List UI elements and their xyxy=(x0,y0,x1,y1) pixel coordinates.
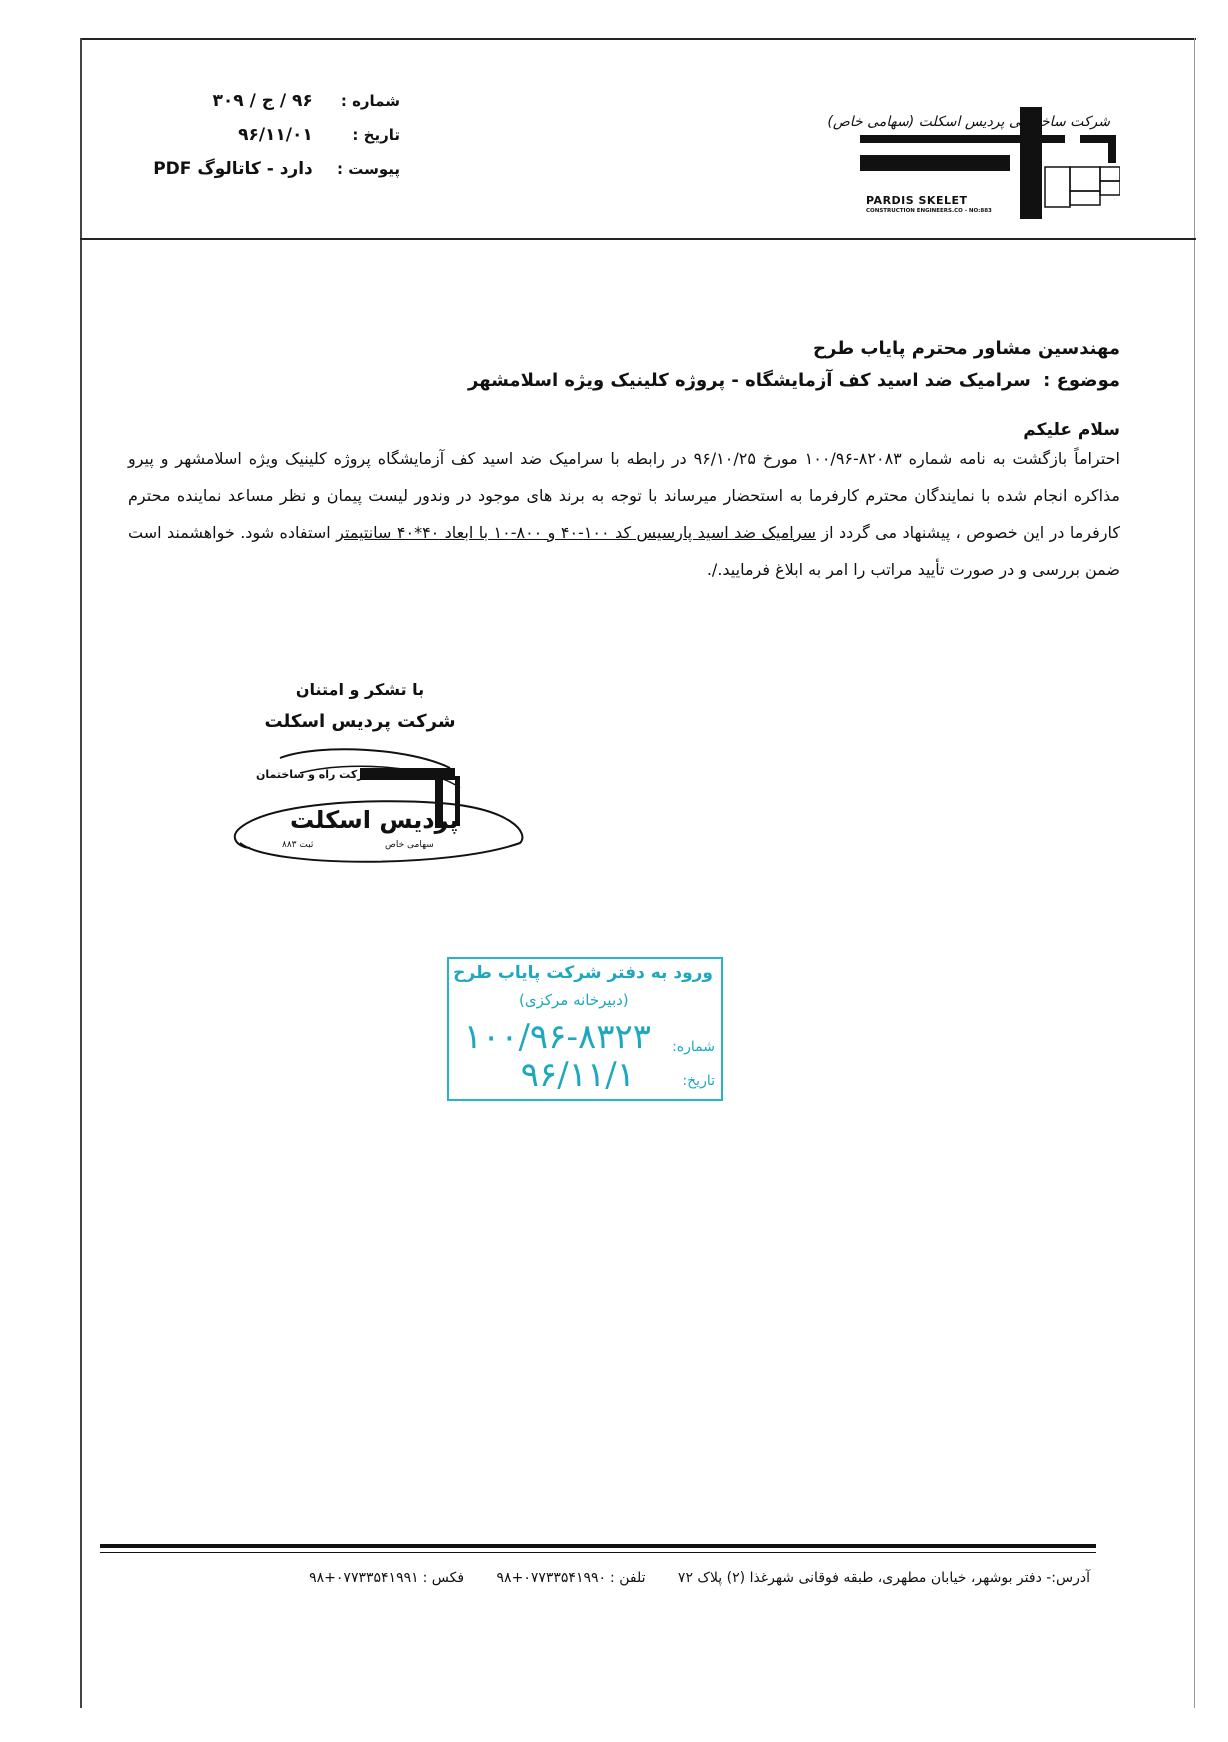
letter-addressee: مهندسین مشاور محترم پایاب طرح xyxy=(813,338,1120,359)
letter-attachment-value: دارد - کاتالوگ PDF xyxy=(153,159,313,179)
footer-rule-thin xyxy=(100,1552,1096,1553)
letter-date-row xyxy=(140,118,400,152)
letter-subject-text: سرامیک ضد اسید کف آزمایشگاه - پروژه کلینیک ویژه اسلامشهر xyxy=(468,370,1031,391)
letter-closing xyxy=(240,680,480,732)
letter-number-value: ۹۶ / ج / ۳۰۹ xyxy=(212,91,313,111)
stamp-line4: ثبت ۸۸۳ xyxy=(282,840,314,850)
receipt-date-value: ۹۶/۱۱/۱ xyxy=(520,1055,635,1095)
footer-fax: ۰۷۷۳۳۵۴۱۹۹۱+۹۸ xyxy=(309,1570,419,1586)
stamp-line1: شرکت راه و ساختمان xyxy=(256,768,375,781)
footer-phone-label: تلفن : xyxy=(610,1570,646,1586)
receipt-date-label: تاریخ: xyxy=(682,1073,715,1089)
closing-line: با تشکر و امتنان xyxy=(295,680,425,699)
page-border-left xyxy=(80,38,82,1708)
letter-attachment-row xyxy=(140,152,400,186)
logo-caption-fa: شرکت ساختمانی پردیس اسکلت (سهامی خاص) xyxy=(827,114,1110,130)
footer-fax-label: فکس : xyxy=(422,1570,465,1586)
letter-greeting: سلام علیکم xyxy=(1023,420,1120,440)
letter-date-label: تاریخ : xyxy=(352,126,400,144)
page-border-right xyxy=(1194,38,1195,1708)
closing-company: شرکت پردیس اسکلت xyxy=(264,711,456,732)
letter-meta xyxy=(140,84,400,186)
receipt-number-value: ۱۰۰/۹۶-۸۳۲۳ xyxy=(463,1017,651,1057)
letter-body-underlined: سرامیک ضد اسید پارسیس کد ۱۰۰-۴۰ و ۸۰۰-۱۰ با ابعاد ۴۰*۴۰ سانتیمتر xyxy=(336,523,816,542)
receipt-number-label: شماره: xyxy=(672,1039,715,1055)
footer-rule-thick xyxy=(100,1544,1096,1548)
letter-attachment-label: پیوست : xyxy=(336,160,400,178)
stamp-line2: پردیس اسکلت xyxy=(290,806,459,834)
receipt-stamp xyxy=(447,957,723,1101)
footer-address: آدرس:- دفتر بوشهر، خیابان مطهری، طبقه فوقانی شهرغذا (۲) پلاک ۷۲ xyxy=(677,1570,1090,1586)
receipt-title: ورود به دفتر شرکت پایاب طرح xyxy=(453,963,713,983)
letter-date-value: ۹۶/۱۱/۰۱ xyxy=(238,125,313,145)
letter-body-part2: استفاده شود. خواهشمند است ضمن بررسی و در صورت تأیید مراتب را امر به ابلاغ فرمایید./. xyxy=(128,523,1120,579)
footer-contact xyxy=(150,1570,1090,1586)
logo-name-en: PARDIS SKELET xyxy=(866,194,968,207)
letter-number-label: شماره : xyxy=(340,92,400,110)
page-border-top xyxy=(80,38,1196,40)
header-divider xyxy=(80,238,1196,240)
receipt-subtitle: (دبیرخانه مرکزی) xyxy=(519,991,629,1009)
stamp-line3: سهامی خاص xyxy=(385,840,434,850)
letter-subject-label: موضوع : xyxy=(1043,370,1120,391)
logo-subtitle-en: CONSTRUCTION ENGINEERS.CO - NO:883 xyxy=(866,208,992,214)
letter-number-row xyxy=(140,84,400,118)
letter-body xyxy=(128,440,1120,588)
letter-subject xyxy=(120,370,1120,391)
letter-body-part1: احتراماً بازگشت به نامه شماره ۸۲۰۸۳-۱۰۰/۹۶ مورخ ۹۶/۱۰/۲۵ در رابطه با سرامیک ضد اسید کف آزمایشگاه پروژه کلینیک ویژه اسلامشهر و پیرو مذاکره انجام شده با نمایندگان محترم کارفرما به استحضار میرساند با توجه به برند های موجود در وندور لیست پیمان و نظر مساعد نماینده محترم کارفرما در این خصوص ، پیشنهاد می گردد از xyxy=(128,449,1121,542)
footer-phone: ۰۷۷۳۳۵۴۱۹۹۰+۹۸ xyxy=(496,1570,607,1586)
